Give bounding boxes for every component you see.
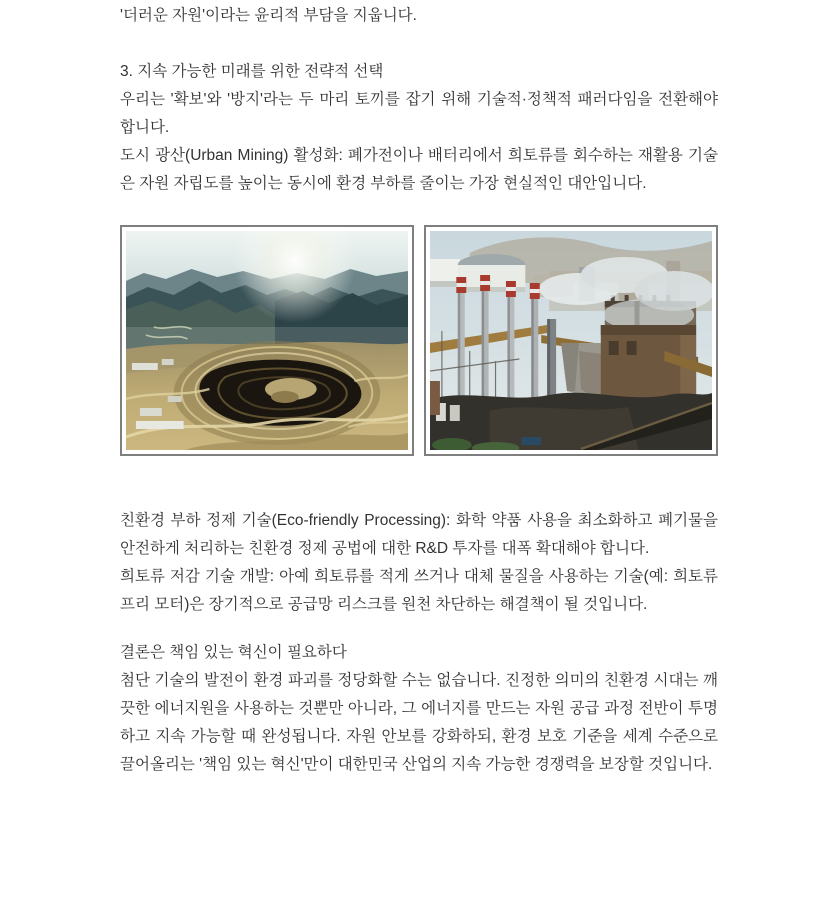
- section-3-paragraph-3: 친환경 부하 정제 기술(Eco-friendly Processing): 화학 약품 사용을 최소화하고 폐기물을 안전하게 처리하는 친환경 정제 공법에 대한 R&D 투자를 대폭 확대해야 합니다.: [120, 512, 718, 557]
- section-3-paragraph-2: 도시 광산(Urban Mining) 활성화: 폐가전이나 배터리에서 희토류를 회수하는 재활용 기술은 자원 자립도를 높이는 동시에 환경 부하를 줄이는 가장 현실적인 대안입니다.: [120, 147, 718, 192]
- open-pit-mine-figure: [120, 225, 414, 456]
- conclusion-paragraph: 첨단 기술의 발전이 환경 파괴를 정당화할 수는 없습니다. 진정한 의미의 친환경 시대는 깨끗한 에너지원을 사용하는 것뿐만 아니라, 그 에너지를 만드는 자원 공급 과정 전반이 투명하고 지속 가능할 때 완성됩니다. 자원 안보를 강화하되, 환경 보호 기준을 세계 수준으로 끌어올리는 '책임 있는 혁신'만이 대한민국 산업의 지속 가능한 경쟁력을 보장할 것입니다.: [120, 672, 718, 773]
- blank-line: [120, 30, 718, 58]
- conclusion-heading: 결론은 책임 있는 혁신이 필요하다: [120, 644, 347, 661]
- document-body: [120, 2, 718, 779]
- section-3-paragraph-1: 우리는 '확보'와 '방지'라는 두 마리 토끼를 잡기 위해 기술적·정책적 패러다임을 전환해야 합니다.: [120, 91, 718, 136]
- section-3-paragraph-4: 희토류 저감 기술 개발: 아예 희토류를 적게 쓰거나 대체 물질을 사용하는 기술(예: 희토류 프리 모터)은 장기적으로 공급망 리스크를 원천 차단하는 해결책이 될 것입니다.: [120, 568, 718, 613]
- blank-line: [120, 619, 718, 639]
- smelting-plant-photo: [430, 231, 712, 450]
- figure-row: [120, 225, 718, 456]
- intro-paragraph-tail: '더러운 자원'이라는 윤리적 부담을 지웁니다.: [120, 7, 417, 24]
- section-3-heading: 3. 지속 가능한 미래를 위한 전략적 선택: [120, 63, 384, 80]
- open-pit-mine-photo: [126, 231, 408, 450]
- smelting-plant-figure: [424, 225, 718, 456]
